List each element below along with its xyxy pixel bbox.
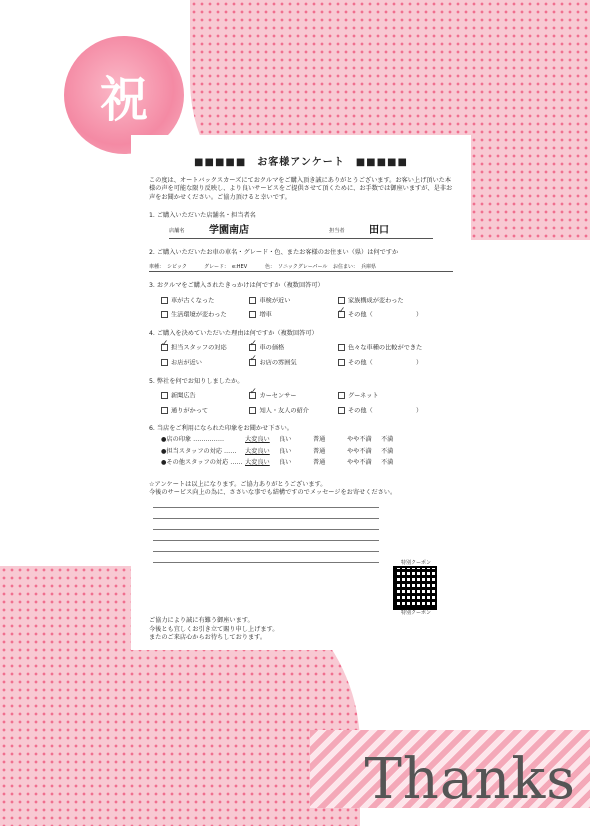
checkbox[interactable] [338,407,345,414]
question-4-options [161,344,453,367]
rating-row [161,436,453,444]
rating-row [161,448,453,456]
rating-choice[interactable]: 普通 [313,458,326,466]
q4-option[interactable]: その他（ ） [338,359,453,368]
checkbox-checked[interactable] [249,344,256,351]
grade-value[interactable]: e:HEV [232,264,248,271]
q5-option[interactable]: ✓ カーセンサー [249,392,337,401]
rating-item: ●担当スタッフの対応 …… [161,447,237,455]
q5-option[interactable]: 知人・友人の紹介 [249,407,337,416]
checkbox[interactable] [338,344,345,351]
color-value[interactable]: ソニックグレーパール [278,264,328,271]
rating-item: ●店の印象 …………… [161,436,225,444]
question-1 [149,212,453,239]
checkbox[interactable] [249,311,256,318]
checkbox-checked[interactable] [338,311,345,318]
store-label: 店舗名 [169,227,185,234]
q4-option[interactable]: ✓担当スタッフの対応 [161,344,249,353]
checkbox[interactable] [161,407,168,414]
checkbox[interactable] [249,297,256,304]
store-value[interactable]: 学園南店 [209,224,249,236]
question-5-label: 5. 弊社を何でお知りしましたか。 [149,377,244,385]
grade-label: グレード： [204,264,230,271]
seal-text: 祝 [99,71,148,128]
rating-choice-selected[interactable]: 大変良い [245,458,270,466]
q4-option[interactable]: お店が近い [161,359,249,368]
rating-row [161,459,453,467]
closing-text: ご協力により誠に有難う御座います。 今後とも宜しくお引き立て賜り申し上げます。 またのご来店心からお待ちしております。 [149,617,279,641]
question-6 [149,425,453,433]
rating-choice[interactable]: やや不満 [347,447,372,455]
thanks-text: Thanks [364,747,576,812]
question-3 [149,282,453,290]
pref-value[interactable]: 兵庫県 [361,264,377,271]
rating-choice[interactable]: 良い [279,436,292,444]
question-2 [149,249,453,272]
q5-option[interactable]: 新聞広告 [161,392,249,401]
qr-top-label: 特別クーポン [400,560,431,566]
q3-option[interactable]: 家族構成が変わった [338,297,453,306]
checkbox[interactable] [249,407,256,414]
rating-choice[interactable]: 良い [279,447,292,455]
q3-option[interactable]: 生活環境が変わった [161,311,249,320]
model-value[interactable]: シビック [167,264,187,271]
question-6-label: 6. 当店をご利用になられた印象をお聞かせ下さい。 [149,425,293,433]
checkbox[interactable] [161,297,168,304]
rating-choice[interactable]: 不満 [381,436,394,444]
comments-label: ☆アンケートは以上になります。ご協力ありがとうございます。 今後のサービス向上の為に、ささいな事でも結構ですのでメッセージをお寄せください。 [149,481,397,497]
question-3-label: 3. おクルマをご購入されたきっかけは何ですか（複数回答可） [149,282,324,290]
checkbox[interactable] [161,359,168,366]
rating-choice[interactable]: やや不満 [347,436,372,444]
qr-bottom-label: 特別クーポン [400,610,431,616]
q3-option[interactable]: 車が古くなった [161,297,249,306]
question-3-options [161,297,453,320]
color-label: 色： [265,264,276,271]
survey-sheet [131,135,471,650]
question-5 [149,378,453,386]
rating-choice[interactable]: 普通 [313,447,326,455]
checkbox[interactable] [161,392,168,399]
checkbox[interactable] [338,297,345,304]
qr-code[interactable] [393,566,437,610]
q5-option[interactable]: グーネット [338,392,453,401]
q4-option[interactable]: 色々な車種の比較ができた [338,344,453,353]
rating-choice[interactable]: 不満 [381,458,394,466]
rating-choice-selected[interactable]: 大変良い [245,447,270,455]
form-title: ■■■■■ お客様アンケート ■■■■■ [194,157,408,168]
q5-option[interactable]: 通りがかって [161,407,249,416]
checkbox[interactable] [161,311,168,318]
rating-item: ●その他スタッフの対応 …… [161,458,243,466]
comments-area[interactable] [131,497,471,563]
checkbox[interactable] [338,359,345,366]
model-label: 車種： [149,264,165,271]
intro-text: この度は、オートバックスカーズにておクルマをご購入頂き誠にありがとうございます。お客い上げ頂いた本様の声を可能な限り反映し、より良いサービスをご提供させて頂くために、お手数では御座いますが、是非お声をお聞かせください。ご協力頂けると幸いです。 [149,177,453,201]
question-5-options [161,392,453,415]
staff-value[interactable]: 田口 [369,224,389,236]
q4-option[interactable]: ✓ 車の価格 [249,344,337,353]
checkbox-checked[interactable] [249,392,256,399]
staff-label: 担当者 [329,227,345,234]
question-1-label: 1. ご購入いただいた店舗名・担当者名 [149,211,256,219]
q4-option[interactable]: ✓ お店の雰囲気 [249,359,337,368]
rating-choice-selected[interactable]: 大変良い [245,436,270,444]
rating-choice[interactable]: 不満 [381,447,394,455]
checkbox[interactable] [338,392,345,399]
question-4-label: 4. ご購入を決めていただいた理由は何ですか（複数回答可） [149,330,318,338]
pref-label: お住まい： [333,264,359,271]
question-2-label: 2. ご購入いただいたお車の車名・グレード・色、またお客様のお住まい（県）は何ですか [149,249,399,257]
q5-option[interactable]: その他（ ） [338,407,453,416]
rating-choice[interactable]: 良い [279,458,292,466]
q3-option[interactable]: 車検が近い [249,297,337,306]
rating-choice[interactable]: やや不満 [347,458,372,466]
q3-option[interactable]: 増車 [249,311,337,320]
question-4 [149,330,453,338]
q3-option[interactable]: ✓ その他（ ） [338,311,453,320]
checkbox-checked[interactable] [249,359,256,366]
rating-choice[interactable]: 普通 [313,436,326,444]
checkbox-checked[interactable] [161,344,168,351]
